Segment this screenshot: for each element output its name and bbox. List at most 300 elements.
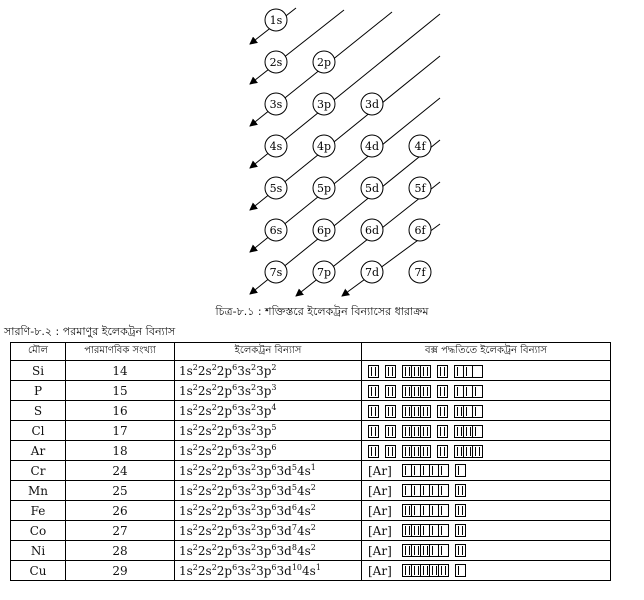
subshell-electrons: 2 <box>192 422 198 432</box>
orbital-box <box>421 565 430 576</box>
figure-caption: চিত্র-৮.১ : শক্তিস্তরে ইলেকট্রন বিন্যাসের ধারাক্রম <box>215 305 429 318</box>
subshell-electrons: 2 <box>211 502 217 512</box>
orbital-box <box>464 406 473 417</box>
subshell: 3s <box>237 523 251 538</box>
orbital-box <box>439 525 448 536</box>
atomic-number: 28 <box>66 541 175 561</box>
subshell: 3p <box>256 403 272 418</box>
atomic-number: 24 <box>66 461 175 481</box>
orbital-box <box>369 406 378 417</box>
orbital-box <box>403 485 412 496</box>
header-atomic-number: পারমাণবিক সংখ্যা <box>66 343 175 361</box>
orbital-box-group <box>402 425 431 438</box>
noble-gas-core: [Ar] <box>368 543 392 558</box>
subshell: 3d <box>276 463 292 478</box>
orbital-box <box>403 366 412 377</box>
orbital-box-group <box>454 445 483 458</box>
subshell: 3s <box>237 423 251 438</box>
subshell: 2p <box>216 463 233 478</box>
orbital-label: 7s <box>269 266 283 279</box>
subshell: 2s <box>197 483 212 498</box>
electron-configuration <box>175 381 362 401</box>
subshell-electrons: 2 <box>192 442 198 452</box>
subshell-electrons: 2 <box>310 502 316 512</box>
subshell: 2s <box>197 503 212 518</box>
element-symbol: Cl <box>11 421 66 441</box>
orbital-box <box>412 465 421 476</box>
table-row <box>11 461 611 481</box>
orbital-box <box>403 426 412 437</box>
orbital-box-group <box>437 445 448 458</box>
orbital-box-group <box>455 504 466 517</box>
orbital-box <box>464 426 473 437</box>
subshell: 3s <box>237 503 251 518</box>
subshell-electrons: 2 <box>211 462 217 472</box>
element-symbol: Ni <box>11 541 66 561</box>
subshell: 3d <box>276 543 292 558</box>
orbital-box <box>412 485 421 496</box>
header-box-config: বক্স পদ্ধতিতে ইলেকট্রন বিন্যাস <box>362 343 611 361</box>
electron-configuration <box>175 481 362 501</box>
orbital-box <box>456 525 465 536</box>
orbital-label: 3d <box>364 98 380 111</box>
orbital-box <box>473 366 482 377</box>
orbital-box <box>464 446 473 457</box>
electron-configuration <box>175 461 362 481</box>
orbital-box <box>430 465 439 476</box>
orbital-label: 7p <box>316 266 332 279</box>
orbital-label: 5s <box>269 182 283 195</box>
subshell-electrons: 2 <box>211 382 217 392</box>
subshell: 3p <box>256 543 272 558</box>
orbital-box <box>430 545 439 556</box>
orbital-box-group <box>454 365 483 378</box>
orbital-box-group <box>454 405 483 418</box>
orbital-box <box>456 565 465 576</box>
orbital-box <box>438 366 447 377</box>
subshell-electrons: 2 <box>192 482 198 492</box>
orbital-box <box>412 505 421 516</box>
orbital-box-group <box>455 464 466 477</box>
orbital-box <box>421 485 430 496</box>
orbital-box <box>421 406 430 417</box>
subshell: 3s <box>237 543 251 558</box>
orbital-box <box>421 525 430 536</box>
orbital-label: 6d <box>364 224 380 237</box>
subshell: 2p <box>216 383 233 398</box>
orbital-box <box>412 545 421 556</box>
subshell: 2p <box>216 363 233 378</box>
subshell: 3p <box>256 523 272 538</box>
orbital-box-group <box>437 425 448 438</box>
subshell: 3p <box>256 443 272 458</box>
subshell-electrons: 2 <box>192 542 198 552</box>
header-electron-config: ইলেকট্রন বিন্যাস <box>175 343 362 361</box>
orbital-box-group <box>402 365 431 378</box>
orbital-label: 6p <box>316 224 332 237</box>
subshell-electrons: 6 <box>232 462 238 472</box>
subshell-electrons: 2 <box>310 542 316 552</box>
noble-gas-core: [Ar] <box>368 563 392 578</box>
subshell: 3s <box>237 463 251 478</box>
box-configuration <box>362 541 611 561</box>
subshell: 3p <box>256 563 272 578</box>
subshell-electrons: 2 <box>211 422 217 432</box>
orbital-box-group <box>454 425 483 438</box>
box-configuration <box>362 361 611 381</box>
subshell: 2p <box>216 443 233 458</box>
table-title: সারণি-৮.২ : পরমাণুর ইলেকট্রন বিন্যাস <box>4 325 176 338</box>
subshell: 2s <box>197 363 212 378</box>
orbital-box-group <box>455 484 466 497</box>
subshell: 2p <box>216 403 233 418</box>
subshell-electrons: 2 <box>192 522 198 532</box>
subshell-electrons: 2 <box>211 482 217 492</box>
orbital-label: 5f <box>414 182 426 195</box>
orbital-box-group <box>402 385 431 398</box>
subshell-electrons: 2 <box>251 562 257 572</box>
orbital-box <box>412 525 421 536</box>
orbital-box <box>455 426 464 437</box>
orbital-box <box>412 366 421 377</box>
orbital-box <box>403 465 412 476</box>
subshell: 3p <box>256 363 272 378</box>
subshell-electrons: 6 <box>271 542 277 552</box>
box-configuration <box>362 481 611 501</box>
subshell: 2p <box>216 543 233 558</box>
box-configuration <box>362 521 611 541</box>
orbital-box-group <box>455 524 466 537</box>
filling-order-arrow <box>250 10 344 84</box>
electron-configuration <box>175 501 362 521</box>
orbital-box <box>412 446 421 457</box>
orbital-box <box>473 446 482 457</box>
element-symbol: Cu <box>11 561 66 581</box>
orbital-box-group <box>402 445 431 458</box>
orbital-label: 4f <box>414 140 426 153</box>
subshell-electrons: 2 <box>310 482 316 492</box>
subshell-electrons: 6 <box>271 462 277 472</box>
subshell-electrons: 6 <box>232 542 238 552</box>
subshell: 2s <box>197 403 212 418</box>
table-row <box>11 541 611 561</box>
orbital-box <box>473 386 482 397</box>
subshell-electrons: 2 <box>211 362 217 372</box>
box-configuration <box>362 461 611 481</box>
subshell: 3d <box>276 523 292 538</box>
electron-configuration <box>175 441 362 461</box>
subshell-electrons: 1 <box>310 462 316 472</box>
table-row <box>11 521 611 541</box>
orbital-box <box>456 505 465 516</box>
orbital-box <box>455 446 464 457</box>
orbital-box-group <box>402 524 449 537</box>
orbital-box-group <box>368 425 379 438</box>
subshell: 3s <box>237 363 251 378</box>
atomic-number: 26 <box>66 501 175 521</box>
orbital-label: 3p <box>316 98 332 111</box>
orbital-box <box>386 366 395 377</box>
orbital-box <box>412 565 421 576</box>
subshell: 1s <box>179 523 193 538</box>
subshell-electrons: 2 <box>251 482 257 492</box>
subshell-electrons: 2 <box>192 402 198 412</box>
orbital-box <box>439 505 448 516</box>
orbital-box <box>455 406 464 417</box>
orbital-box-group <box>402 504 449 517</box>
subshell-electrons: 6 <box>232 382 238 392</box>
header-element: মৌল <box>11 343 66 361</box>
orbital-box <box>421 446 430 457</box>
orbital-box <box>430 525 439 536</box>
subshell-electrons: 2 <box>192 362 198 372</box>
electron-configuration <box>175 421 362 441</box>
subshell: 1s <box>179 543 193 558</box>
orbital-box <box>421 465 430 476</box>
orbital-box <box>464 366 473 377</box>
orbital-box <box>412 386 421 397</box>
orbital-box <box>386 446 395 457</box>
subshell-electrons: 2 <box>251 442 257 452</box>
subshell: 3p <box>256 463 272 478</box>
subshell: 2s <box>197 383 212 398</box>
noble-gas-core: [Ar] <box>368 463 392 478</box>
orbital-box-group <box>385 365 396 378</box>
electron-configuration <box>175 521 362 541</box>
subshell: 2s <box>197 443 212 458</box>
orbital-box <box>430 565 439 576</box>
orbital-box <box>456 545 465 556</box>
orbital-box <box>403 386 412 397</box>
orbital-box <box>464 386 473 397</box>
electron-configuration <box>175 401 362 421</box>
orbital-box <box>403 525 412 536</box>
subshell: 4s <box>296 503 311 518</box>
orbital-box-group <box>385 385 396 398</box>
subshell: 3s <box>237 443 251 458</box>
subshell: 3d <box>276 503 292 518</box>
orbital-box <box>439 465 448 476</box>
element-symbol: Cr <box>11 461 66 481</box>
element-symbol: Ar <box>11 441 66 461</box>
subshell-electrons: 2 <box>251 362 257 372</box>
orbital-box <box>438 386 447 397</box>
subshell: 1s <box>179 463 193 478</box>
element-symbol: P <box>11 381 66 401</box>
subshell-electrons: 2 <box>251 522 257 532</box>
table-row <box>11 561 611 581</box>
subshell: 2p <box>216 423 233 438</box>
orbital-box-group <box>368 445 379 458</box>
subshell-electrons: 10 <box>291 562 303 572</box>
subshell: 3p <box>256 503 272 518</box>
subshell: 3s <box>237 383 251 398</box>
electron-config-table <box>10 342 611 581</box>
subshell-electrons: 2 <box>192 382 198 392</box>
subshell-electrons: 5 <box>291 462 297 472</box>
orbital-box <box>421 366 430 377</box>
orbital-box <box>386 406 395 417</box>
subshell-electrons: 6 <box>232 562 238 572</box>
atomic-number: 25 <box>66 481 175 501</box>
orbital-box-group <box>368 405 379 418</box>
orbital-box <box>439 565 448 576</box>
subshell: 2p <box>216 523 233 538</box>
subshell-electrons: 6 <box>271 522 277 532</box>
orbital-box <box>412 406 421 417</box>
orbital-label: 4d <box>364 140 380 153</box>
subshell: 1s <box>179 363 193 378</box>
box-configuration <box>362 441 611 461</box>
orbital-box <box>412 426 421 437</box>
subshell-electrons: 5 <box>291 482 297 492</box>
subshell-electrons: 6 <box>271 502 277 512</box>
subshell-electrons: 2 <box>211 402 217 412</box>
subshell-electrons: 7 <box>291 522 297 532</box>
subshell-electrons: 2 <box>192 502 198 512</box>
box-configuration <box>362 501 611 521</box>
box-configuration <box>362 561 611 581</box>
subshell: 3s <box>237 563 251 578</box>
subshell: 2s <box>197 543 212 558</box>
orbital-box <box>386 386 395 397</box>
subshell-electrons: 6 <box>291 502 297 512</box>
box-configuration <box>362 421 611 441</box>
table-header-row <box>11 343 611 361</box>
orbital-box <box>421 386 430 397</box>
orbital-label: 5p <box>316 182 332 195</box>
table-row <box>11 361 611 381</box>
subshell: 3s <box>237 483 251 498</box>
subshell: 4s <box>296 483 311 498</box>
subshell-electrons: 8 <box>291 542 297 552</box>
subshell-electrons: 2 <box>251 462 257 472</box>
orbital-box-group <box>455 544 466 557</box>
subshell-electrons: 6 <box>232 442 238 452</box>
orbital-label: 3s <box>269 98 283 111</box>
orbital-box-group <box>437 365 448 378</box>
subshell-electrons: 2 <box>192 562 198 572</box>
box-configuration <box>362 381 611 401</box>
table-row <box>11 381 611 401</box>
orbital-box-group <box>455 564 466 577</box>
subshell: 1s <box>179 503 193 518</box>
table-row <box>11 481 611 501</box>
orbital-box <box>456 485 465 496</box>
orbital-box <box>421 426 430 437</box>
atomic-number: 17 <box>66 421 175 441</box>
subshell-electrons: 2 <box>271 362 277 372</box>
orbital-box <box>438 406 447 417</box>
orbital-box-group <box>437 405 448 418</box>
orbital-label: 7d <box>364 266 380 279</box>
subshell-electrons: 6 <box>232 522 238 532</box>
electron-configuration <box>175 361 362 381</box>
orbital-box <box>403 565 412 576</box>
noble-gas-core: [Ar] <box>368 523 392 538</box>
element-symbol: S <box>11 401 66 421</box>
orbital-label: 1s <box>269 14 283 27</box>
element-symbol: Fe <box>11 501 66 521</box>
orbital-box <box>386 426 395 437</box>
subshell: 3p <box>256 483 272 498</box>
subshell-electrons: 6 <box>271 442 277 452</box>
subshell-electrons: 5 <box>271 422 277 432</box>
subshell-electrons: 2 <box>251 382 257 392</box>
orbital-box <box>369 366 378 377</box>
subshell-electrons: 2 <box>251 502 257 512</box>
subshell: 1s <box>179 383 193 398</box>
box-configuration <box>362 401 611 421</box>
subshell-electrons: 2 <box>251 402 257 412</box>
orbital-label: 2p <box>316 56 332 69</box>
orbital-box-group <box>385 445 396 458</box>
subshell-electrons: 2 <box>211 522 217 532</box>
orbital-box <box>369 426 378 437</box>
orbital-box-group <box>402 484 449 497</box>
orbital-box-group <box>437 385 448 398</box>
subshell: 2s <box>197 463 212 478</box>
subshell: 4s <box>296 523 311 538</box>
orbital-box <box>430 485 439 496</box>
subshell: 2p <box>216 503 233 518</box>
orbital-box-group <box>402 405 431 418</box>
orbital-label: 6s <box>269 224 283 237</box>
subshell-electrons: 6 <box>232 502 238 512</box>
orbital-box <box>369 386 378 397</box>
orbital-box <box>403 446 412 457</box>
table-row <box>11 501 611 521</box>
subshell-electrons: 2 <box>251 422 257 432</box>
orbital-box <box>455 366 464 377</box>
subshell: 4s <box>296 463 311 478</box>
subshell: 3p <box>256 423 272 438</box>
subshell: 3p <box>256 383 272 398</box>
subshell: 3d <box>276 483 292 498</box>
orbital-box <box>473 406 482 417</box>
orbital-box <box>421 505 430 516</box>
orbital-box-group <box>402 564 449 577</box>
orbital-label: 2s <box>269 56 283 69</box>
subshell: 1s <box>179 403 193 418</box>
subshell-electrons: 2 <box>192 462 198 472</box>
orbital-box <box>456 465 465 476</box>
subshell: 2s <box>197 523 212 538</box>
element-symbol: Co <box>11 521 66 541</box>
subshell: 1s <box>179 563 193 578</box>
orbital-box <box>369 446 378 457</box>
table-row <box>11 441 611 461</box>
orbital-box <box>438 446 447 457</box>
subshell-electrons: 2 <box>211 562 217 572</box>
atomic-number: 15 <box>66 381 175 401</box>
subshell-electrons: 6 <box>232 422 238 432</box>
noble-gas-core: [Ar] <box>368 503 392 518</box>
subshell: 2s <box>197 563 212 578</box>
electron-configuration <box>175 561 362 581</box>
orbital-box <box>430 505 439 516</box>
orbital-box-group <box>368 365 379 378</box>
table-row <box>11 401 611 421</box>
orbital-box-group <box>368 385 379 398</box>
orbital-box <box>438 426 447 437</box>
orbital-box-group <box>402 464 449 477</box>
orbital-box <box>403 545 412 556</box>
subshell-electrons: 6 <box>271 562 277 572</box>
orbital-label: 6f <box>414 224 426 237</box>
orbital-label: 5d <box>364 182 380 195</box>
subshell: 4s <box>296 543 311 558</box>
